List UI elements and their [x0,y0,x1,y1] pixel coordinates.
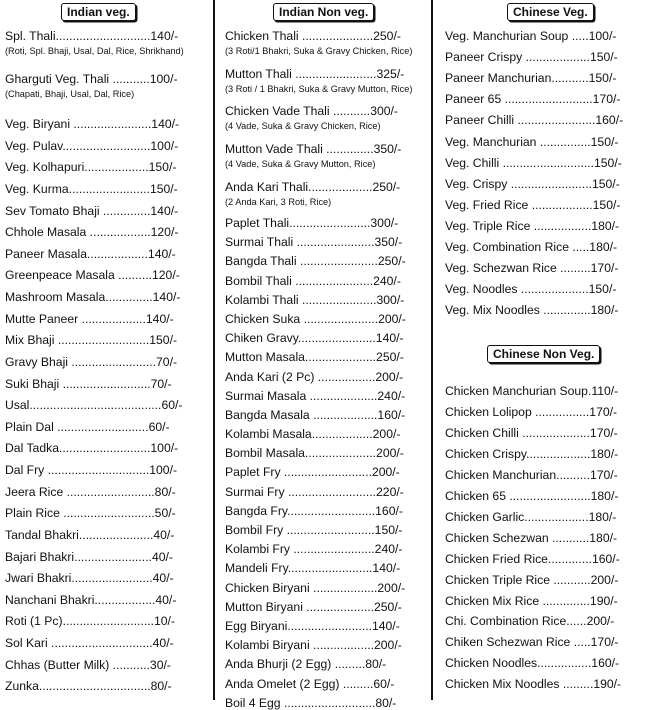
menu-item: Mandeli Fry.........................140/- [225,561,401,576]
menu-item: Veg. Fried Rice ..................150/- [445,197,621,212]
menu-item: Chicken Manchurian..........170/- [445,467,618,482]
menu-item: Paneer Crispy ...................150/- [445,50,618,65]
menu-item: Paneer Manchurian...........150/- [445,71,617,86]
menu-item: Nanchani Bhakri..................40/- [5,592,177,607]
menu-item: Gharguti Veg. Thali ...........100/- [5,72,178,86]
menu-item: Chicken Thali .....................250/- [225,29,401,43]
menu-item: Paneer Masala..................140/- [5,246,176,261]
menu-item: Mix Bhaji ...........................150/- [5,333,178,348]
menu-item: Veg. Kolhapuri...................150/- [5,160,177,175]
menu-item: Veg. Combination Rice .....180/- [445,240,618,254]
menu-item: Veg. Triple Rice .................180/- [445,218,620,233]
menu-item: Anda Kari (2 Pc) .................200/- [225,369,404,384]
menu-item: Veg. Crispy ........................150/- [445,176,620,191]
menu-item: Chicken Manchurian Soup.110/- [445,384,619,398]
menu-item: Paneer Chilli .......................160/- [445,113,624,128]
menu-item-description: (Chapati, Bhaji, Usal, Dal, Rice) [5,89,135,99]
menu-item-description: (Roti, Spl. Bhaji, Usal, Dal, Rice, Shrikhand) [5,46,184,56]
menu-item: Dal Tadka...........................100/- [5,441,179,456]
menu-item: Chicken Crispy...................180/- [445,446,619,461]
menu-item-description: (4 Vade, Suka & Gravy Mutton, Rice) [225,159,376,169]
menu-item: Sev Tomato Bhaji ..............140/- [5,203,179,218]
menu-item: Kolambi Fry ........................240/- [225,542,403,557]
menu-item: Chicken Lolipop ................170/- [445,404,618,419]
menu-item: Veg. Schezwan Rice .........170/- [445,261,619,276]
menu-item: Paplet Fry ..........................200/- [225,465,400,480]
menu-item: Veg. Kurma........................150/- [5,181,178,196]
menu-item: Gravy Bhaji .........................70/- [5,354,178,369]
menu-item: Egg Biryani.........................140/- [225,618,400,633]
menu-item: Surmai Thali .......................350/- [225,235,403,250]
menu-item: Bangda Thali .......................250/- [225,254,406,269]
menu-item: Roti (1 Pc)...........................10/- [5,614,175,629]
menu-item: Kolambi Thali ......................300/- [225,292,405,307]
indian-veg-column [0,0,213,700]
menu-item: Chicken Mix Rice ..............190/- [445,593,618,608]
menu-item: Veg. Manchurian ...............150/- [445,134,619,149]
menu-item: Chicken Chilli ....................170/- [445,425,618,440]
menu-item: Chhas (Butter Milk) ...........30/- [5,657,171,672]
menu-item: Chicken Mix Noodles .........190/- [445,677,622,692]
menu-item: Anda Omelet (2 Egg) .........60/- [225,676,395,691]
menu-item: Chicken Fried Rice.............160/- [445,551,620,566]
menu-item: Mutton Biryani ....................250/- [225,599,402,614]
menu-item: Surmai Fry ..........................220/- [225,484,404,499]
section-header-indian-veg: Indian veg. [61,3,136,21]
menu-item-description: (2 Anda Kari, 3 Roti, Rice) [225,197,332,207]
menu-item: Suki Bhaji ..........................70/- [5,376,172,391]
menu-item: Chicken Schezwan ...........180/- [445,530,618,545]
menu-item: Zunka.................................80/- [5,679,172,694]
menu-item: Sol Kari ..............................40/- [5,636,174,651]
menu-item: Veg. Chilli ...........................150/- [445,155,622,170]
menu-item: Mutton Masala.....................250/- [225,350,404,365]
indian-non-veg-column [217,0,429,710]
menu-item: Chicken Biryani ...................200/- [225,580,406,595]
menu-item: Bombil Fry ..........................150/- [225,523,403,538]
menu-item: Plain Dal ...........................60/- [5,419,170,434]
menu-item: Kolambi Masala..................200/- [225,427,401,442]
section-header-indian-non-veg: Indian Non veg. [273,3,374,21]
menu-item-description: (4 Vade, Suka & Gravy Chicken, Rice) [225,121,381,131]
menu-item: Plain Rice ...........................50/- [5,506,176,521]
menu-item: Chicken Garlic...................180/- [445,509,617,524]
menu-item: Bajari Bhakri.......................40/- [5,549,173,564]
menu-item: Dal Fry ..............................100/- [5,463,178,478]
menu-item: Veg. Pulav..........................100/- [5,138,179,153]
menu-item: Jwari Bhakri........................40/- [5,571,174,586]
menu-item: Chicken Suka ......................200/- [225,311,406,326]
menu-item: Chhole Masala ..................120/- [5,225,179,240]
menu-item: Mutte Paneer ...................140/- [5,311,174,326]
section-header-chinese-non-veg: Chinese Non Veg. [487,345,600,363]
menu-item: Chicken 65 ........................180/- [445,488,619,503]
menu-item: Mutton Vade Thali ..............350/- [225,142,402,156]
column-divider-2 [431,0,433,700]
menu-item: Greenpeace Masala ..........120/- [5,268,180,283]
menu-item: Chicken Triple Rice ...........200/- [445,572,619,587]
menu-item: Veg. Manchurian Soup .....100/- [445,29,617,43]
menu-item: Mashroom Masala..............140/- [5,290,181,305]
menu-item: Chiken Schezwan Rice .....170/- [445,635,619,650]
menu-item: Spl. Thali............................140/- [5,29,179,43]
menu-item-description: (3 Roti / 1 Bhakri, Suka & Gravy Mutton, Rice) [225,84,413,94]
menu-item: Bangda Fry..........................160/- [225,503,403,518]
menu-item: Kolambi Biryani ..................200/- [225,638,402,653]
menu-item: Chicken Noodles................160/- [445,656,620,671]
menu-item: Surmai Masala ....................240/- [225,388,406,403]
menu-item: Mutton Thali ........................325/- [225,67,405,81]
menu-item: Chicken Vade Thali ...........300/- [225,104,398,118]
menu-item: Bangda Masala ...................160/- [225,407,406,422]
section-header-chinese-veg: Chinese Veg. [507,3,594,21]
column-divider-1 [213,0,215,700]
menu-item: Paplet Thali........................300/- [225,216,399,230]
menu-item-description: (3 Roti/1 Bhakri, Suka & Gravy Chicken, Rice) [225,46,413,56]
chinese-column [437,0,650,700]
menu-item: Chiken Gravy.......................140/- [225,331,404,346]
menu-item: Anda Bhurji (2 Egg) .........80/- [225,657,387,672]
menu-item: Jeera Rice ..........................80/- [5,484,176,499]
menu-item: Bombil Thali .......................240/- [225,273,401,288]
menu-item: Tandal Bhakri......................40/- [5,527,175,542]
menu-item: Boil 4 Egg ...........................80/- [225,695,397,710]
menu-item: Veg. Biryani .......................140/- [5,117,180,131]
menu-item: Bombil Masala.....................200/- [225,446,404,461]
menu-item: Paneer 65 ..........................170/- [445,92,621,107]
menu-item: Veg. Noodles ....................150/- [445,282,617,297]
menu-item: Chi. Combination Rice......200/- [445,614,615,629]
menu-item: Anda Kari Thali...................250/- [225,180,401,194]
menu-item: Usal.......................................60/- [5,398,183,413]
menu-item: Veg. Mix Noodles ..............180/- [445,303,619,318]
